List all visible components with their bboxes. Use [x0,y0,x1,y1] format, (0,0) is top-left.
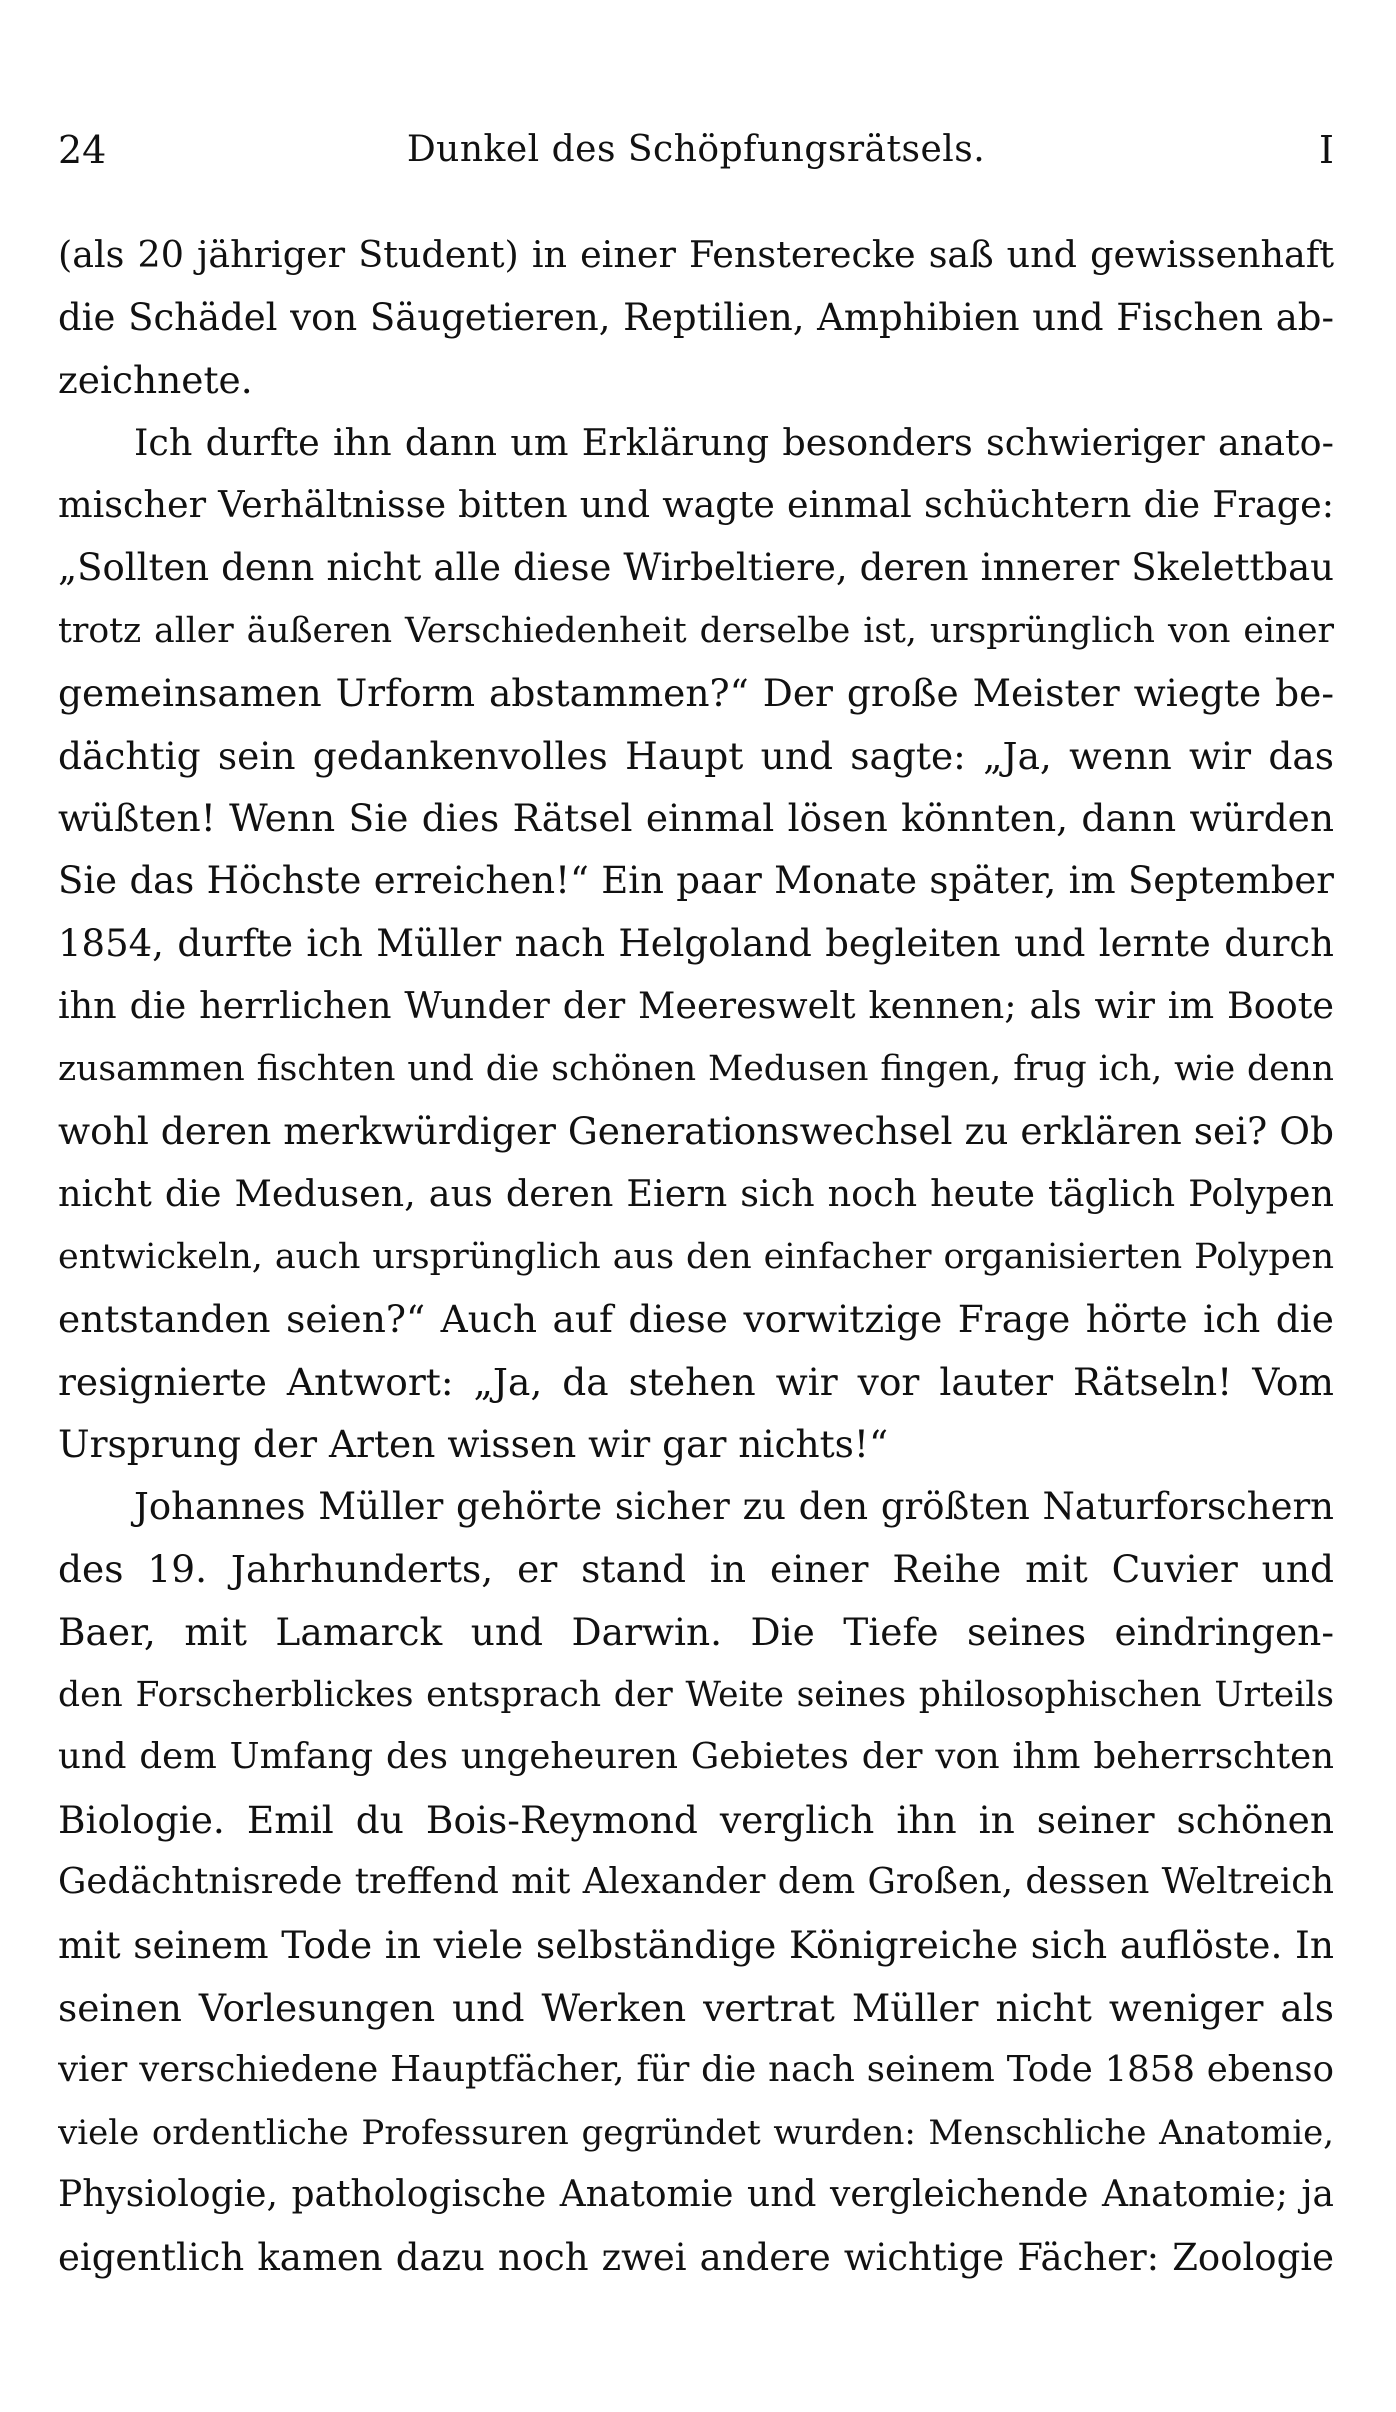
text-line: dächtig sein gedankenvolles Haupt und sagte: „Ja, wenn wir das [58,733,1334,778]
text-line: Ursprung der Arten wissen wir gar nichts!“ [58,1422,889,1467]
text-line: gemeinsamen Urform abstammen?“ Der große Meister wiegte be- [58,671,1334,716]
text-line: trotz aller äußeren Verschiedenheit derselbe ist, ursprünglich von einer [58,610,1334,651]
paragraph [58,224,1334,412]
text-line: (als 20 jähriger Student) in einer Fensterecke saß und gewissenhaft [58,233,1334,276]
text-line: wohl deren merkwürdiger Generationswechsel zu erklären sei? Ob [58,1109,1334,1154]
text-line: Physiologie, pathologische Anatomie und vergleichende Anatomie; ja [58,2174,1334,2216]
text-line: nicht die Medusen, aus deren Eiern sich noch heute täglich Polypen [58,1171,1334,1215]
running-header [58,118,1334,182]
text-line: eigentlich kamen dazu noch zwei andere wichtige Fächer: Zoologie [58,2236,1334,2279]
text-line: 1854, durfte ich Müller nach Helgoland begleiten und lernte durch [58,921,1334,965]
text-line: und dem Umfang des ungeheuren Gebietes der von ihm beherrschten [58,1736,1334,1778]
text-line: entwickeln, auch ursprünglich aus den einfacher organisierten Polypen [58,1236,1334,1277]
paragraph [58,1476,1334,2290]
book-page [58,118,1334,2290]
text-line: Biologie. Emil du Bois-Reymond verglich ihn in seiner schönen [58,1797,1334,1842]
text-line: resignierte Antwort: „Ja, da stehen wir vor lauter Rätseln! Vom [58,1359,1334,1404]
text-line: „Sollten denn nicht alle diese Wirbeltiere, deren innerer Skelettbau [58,545,1334,589]
text-line: entstanden seien?“ Auch auf diese vorwitzige Frage hörte ich die [58,1297,1334,1342]
text-line: seinen Vorlesungen und Werken vertrat Müller nicht weniger als [58,1985,1334,2030]
text-line: zeichnete. [58,358,253,403]
text-line: wüßten! Wenn Sie dies Rätsel einmal lösen könnten, dann würden [58,796,1334,841]
section-number: I [1318,128,1334,172]
paragraph [58,412,1334,1476]
text-line: Baer, mit Lamarck und Darwin. Die Tiefe seines eindringen- [58,1610,1334,1655]
text-line: Gedächtnisrede treffend mit Alexander dem Großen, dessen Weltreich [58,1861,1334,1903]
text-line: zusammen fischten und die schönen Medusen fingen, frug ich, wie denn [58,1048,1334,1089]
text-line: Sie das Höchste erreichen!“ Ein paar Monate später, im September [58,858,1334,902]
body-text [58,224,1334,2290]
text-line: den Forscherblickes entsprach der Weite seines philosophischen Urteils [58,1674,1334,1715]
text-line: ihn die herrlichen Wunder der Meereswelt kennen; als wir im Boote [58,984,1334,1028]
text-line: des 19. Jahrhunderts, er stand in einer Reihe mit Cuvier und [58,1547,1334,1592]
text-line: mischer Verhältnisse bitten und wagte einmal schüchtern die Frage: [58,483,1334,527]
page-number: 24 [58,128,107,172]
running-title: Dunkel des Schöpfungsrätsels. [406,129,986,170]
text-line: vier verschiedene Hauptfächer, für die nach seinem Tode 1858 ebenso [58,2049,1334,2091]
text-line: viele ordentliche Professuren gegründet wurden: Menschliche Anatomie, [58,2112,1334,2153]
text-line: die Schädel von Säugetieren, Reptilien, Amphibien und Fischen ab- [58,295,1334,339]
text-line: Ich durfte ihn dann um Erklärung besonders schwieriger anato- [134,420,1334,464]
text-line: Johannes Müller gehörte sicher zu den größten Naturforschern [134,1484,1334,1528]
text-line: mit seinem Tode in viele selbständige Königreiche sich auflöste. In [58,1923,1334,1968]
